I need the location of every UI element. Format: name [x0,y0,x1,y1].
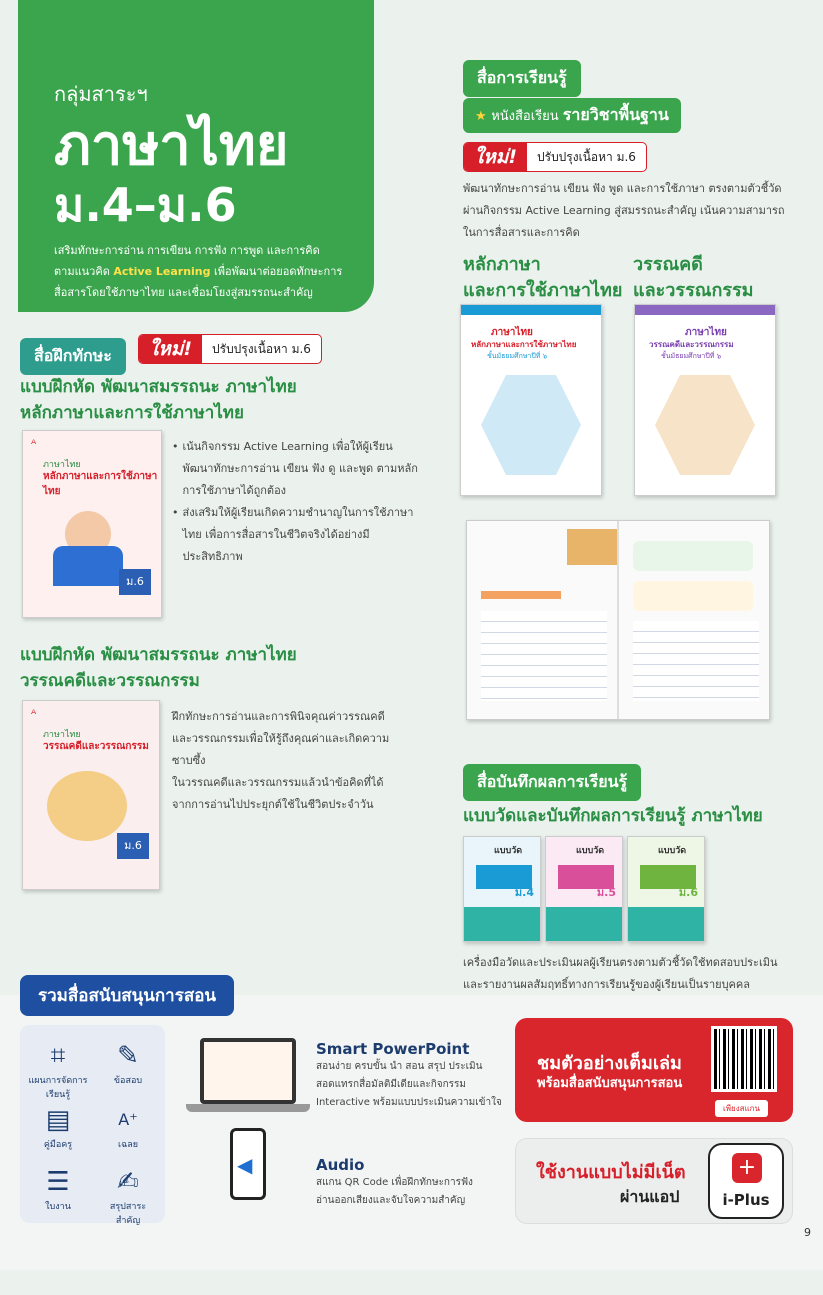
cover-subtitle: หลักภาษาและการใช้ภาษาไทย [471,340,577,349]
answer-key-icon: A⁺ [118,1110,138,1129]
book2-desc-line: ในวรรณคดีและวรรณกรรมแล้วนำข้อคิดที่ได้ [172,776,384,789]
exam-label: ข้อสอบ [113,1076,143,1086]
sample-line-1: ชมตัวอย่างเต็มเล่ม [537,1053,682,1074]
record-cover-m6 [627,836,705,942]
ppt-title: Smart PowerPoint [316,1040,470,1058]
ppt-block [316,1040,506,1112]
worksheet-icon: ☰ [46,1167,70,1197]
bullet-item: • ส่งเสริมให้ผู้เรียนเกิดความชำนาญในการใช้ภาษาไทย เพื่อการสื่อสารในชีวิตจริงได้อย่างมีประสิทธิภาพ [172,502,422,568]
teacher-guide-icon: ▤ [45,1105,71,1135]
ppt-text-line: สอดแทรกสื่อมัลติมีเดียและกิจกรรม [316,1079,466,1090]
cover-title: ภาษาไทย [43,460,81,470]
active-learning-highlight: Active Learning [113,265,211,278]
cover-title: ภาษาไทย [685,327,727,338]
cover-label: แบบวัด [576,846,605,856]
audio-text-line: อ่านออกเสียงและจับใจความสำคัญ [316,1195,466,1206]
cover-grade: ชั้นมัธยมศึกษาปีที่ ๖ [487,352,548,360]
hero-desc-part: เพื่อพัฒนาต่อยอดทักษะการ [210,265,343,278]
new-badge [138,334,322,364]
answer-key-label: เฉลย [118,1140,138,1150]
book1-title-line: หลักภาษาและการใช้ภาษาไทย [20,403,244,423]
ppt-text [316,1058,506,1112]
buddha-illustration-icon [47,771,127,841]
hero-desc-line [54,261,354,282]
offline-line-2: ผ่านแอป [620,1187,680,1206]
book-a-heading-line: หลักภาษา [463,254,541,275]
revise-label: ปรับปรุงเนื้อหา ม.6 [537,149,636,164]
worksheet-label: ใบงาน [45,1202,71,1212]
record-desc-line: เครื่องมือวัดและประเมินผลผู้เรียนตรงตามตัวชี้วัดใช้ทดสอบประเมิน [463,956,778,969]
ppt-text-line: สอนง่าย ครบขั้น นำ สอน สรุป ประเมิน [316,1061,483,1072]
book1-title [20,374,297,426]
book-b-heading [633,252,754,304]
audio-title: Audio [316,1156,365,1174]
book2-title-line: แบบฝึกหัด พัฒนาสมรรถนะ ภาษาไทย [20,645,297,665]
hero-desc-part: ตามแนวคิด [54,265,114,278]
learning-tag: สื่อการเรียนรู้ [463,60,581,97]
cover-title: ภาษาไทย [43,730,81,740]
book2-title-line: วรรณคดีและวรรณกรรม [20,671,200,691]
book-b-cover [634,304,776,496]
summary-item [98,1165,158,1227]
star-icon: ★ [475,109,487,124]
summary-label: สรุปสาระสำคัญ [109,1202,147,1226]
book-a-heading-line: และการใช้ภาษาไทย [463,280,623,301]
book-a-cover [460,304,602,496]
speaker-icon: ◀ [237,1153,253,1177]
plus-icon: + [732,1153,762,1183]
cover-label: แบบวัด [658,846,687,856]
grade-range: ม.4–ม.6 [54,178,237,232]
sample-line-2: พร้อมสื่อสนับสนุนการสอน [537,1076,683,1091]
book-b-heading-line: และวรรณกรรม [633,280,754,301]
subject-group: กลุ่มสาระฯ [54,82,148,106]
audio-text [316,1174,506,1210]
hero-description [54,240,354,303]
bullet-text: เน้นกิจกรรม Active Learning เพื่อให้ผู้เรียน พัฒนาทักษะการอ่าน เขียน ฟัง ดู และพูด ตามหลักการใช้ภาษาได้ถูกต้อง [182,440,418,497]
book2-cover [22,700,160,890]
exam-icon: ✎ [117,1041,139,1071]
hero-desc-line: สื่อสารโดยใช้ภาษาไทย และเชื่อมโยงสู่สมรรถนะสำคัญ [54,286,313,299]
resource-icon-panel [20,1025,165,1226]
illustration-icon [567,529,617,565]
cover-grade: ม.6 [678,886,698,899]
offline-line-1: ใช้งานแบบไม่มีเน็ต [536,1162,686,1183]
page-number: 9 [804,1226,811,1239]
book1-title-line: แบบฝึกหัด พัฒนาสมรรถนะ ภาษาไทย [20,377,297,397]
exam-item [98,1039,158,1087]
lesson-plan-item [28,1039,88,1101]
audio-block [316,1156,506,1210]
student-body-icon [53,546,123,586]
laptop-icon [186,1038,310,1114]
learning-desc-line: ผ่านกิจกรรม Active Learning สู่สมรรถนะสำคัญ เน้นความสามารถ [463,204,785,217]
learning-desc-line: พัฒนาทักษะการอ่าน เขียน ฟัง พูด และการใช้ภาษา ตรงตามตัวชี้วัด [463,182,782,195]
record-tag: สื่อบันทึกผลการเรียนรู้ [463,764,641,801]
teacher-guide-item [28,1103,88,1151]
book2-desc-line: จากการอ่านไปประยุกต์ใช้ในชีวิตประจำวัน [172,798,374,811]
brand-logo-icon: ᴬ [31,437,37,451]
cover-grade: ชั้นมัธยมศึกษาปีที่ ๖ [661,352,722,360]
book-b-heading-line: วรรณคดี [633,254,703,275]
offline-app-box[interactable] [515,1138,793,1224]
bullet-item: • เน้นกิจกรรม Active Learning เพื่อให้ผู้เรียน พัฒนาทักษะการอ่าน เขียน ฟัง ดู และพูด ตามหลักการใช้ภาษาได้ถูกต้อง [172,436,422,502]
book2-description [172,706,422,816]
new-badge [463,142,647,172]
scan-label: เพียงสแกน [715,1100,768,1117]
lesson-plan-label: แผนการจัดการเรียนรู้ [28,1076,88,1100]
basic-label: หนังสือเรียน [491,109,563,124]
phone-audio-icon [230,1128,266,1200]
book2-desc-line: ฝึกทักษะการอ่านและการพินิจคุณค่าวรรณคดี [172,710,385,723]
worksheet-item [28,1165,88,1213]
revise-label: ปรับปรุงเนื้อหา ม.6 [212,341,311,356]
cover-grade: ม.6 [119,569,151,595]
audio-text-line: สแกน QR Code เพื่อฝึกทักษะการฟัง [316,1177,473,1188]
bullet-text: ส่งเสริมให้ผู้เรียนเกิดความชำนาญในการใช้ภาษาไทย เพื่อการสื่อสารในชีวิตจริงได้อย่างมีประสิทธิภาพ [182,506,414,563]
cover-subtitle: หลักภาษาและการใช้ภาษาไทย [43,471,158,497]
record-cover-m5 [545,836,623,942]
ppt-text-line: Interactive พร้อมแบบประเมินความเข้าใจ [316,1097,502,1108]
i-plus-app-icon[interactable] [708,1143,784,1219]
book-a-heading [463,252,622,304]
book2-title [20,642,297,694]
sample-promo-box[interactable] [515,1018,793,1122]
lesson-plan-icon: ⌗ [50,1041,66,1071]
record-title: แบบวัดและบันทึกผลการเรียนรู้ ภาษาไทย [463,806,763,826]
cover-grade: ม.6 [117,833,149,859]
support-tag: รวมสื่อสนับสนุนการสอน [20,975,234,1016]
hero-desc-line: เสริมทักษะการอ่าน การเขียน การฟัง การพูด และการคิด [54,244,320,257]
learning-desc-line: ในการสื่อสารและการคิด [463,226,580,239]
app-name: i-Plus [722,1191,770,1209]
subject-title: ภาษาไทย [54,113,289,178]
practice-tag: สื่อฝึกทักษะ [20,338,126,375]
cover-label: แบบวัด [494,846,523,856]
cover-subtitle: วรรณคดีและวรรณกรรม [649,340,734,349]
qr-code-icon[interactable] [711,1026,777,1092]
record-description [463,952,803,996]
book2-desc-line: และวรรณกรรมเพื่อให้รู้ถึงคุณค่าและเกิดความซาบซึ้ง [172,732,390,767]
cover-grade: ม.5 [596,886,616,899]
learning-description [463,178,803,244]
summary-icon: ✍ [117,1167,139,1197]
book1-bullets [172,436,422,568]
hero-banner [18,0,374,312]
basic-course-label: รายวิชาพื้นฐาน [562,105,669,124]
new-label: ใหม่! [464,143,527,171]
record-cover-m4 [463,836,541,942]
new-label: ใหม่! [139,335,202,363]
book-spread-preview [466,520,770,720]
cover-subtitle: วรรณคดีและวรรณกรรม [43,741,149,752]
record-desc-line: และรายงานผลสัมฤทธิ์ทางการเรียนรู้ของผู้เรียนเป็นรายบุคคล [463,978,751,991]
answer-key-item [98,1103,158,1151]
buddha-illustration-icon [655,375,755,475]
cover-title: ภาษาไทย [491,327,533,338]
basic-course-tag [463,98,681,133]
book1-cover [22,430,162,618]
student-illustration-icon [481,375,581,475]
cover-grade: ม.4 [514,886,534,899]
teacher-guide-label: คู่มือครู [43,1140,73,1150]
brand-logo-icon: ᴬ [31,707,37,721]
